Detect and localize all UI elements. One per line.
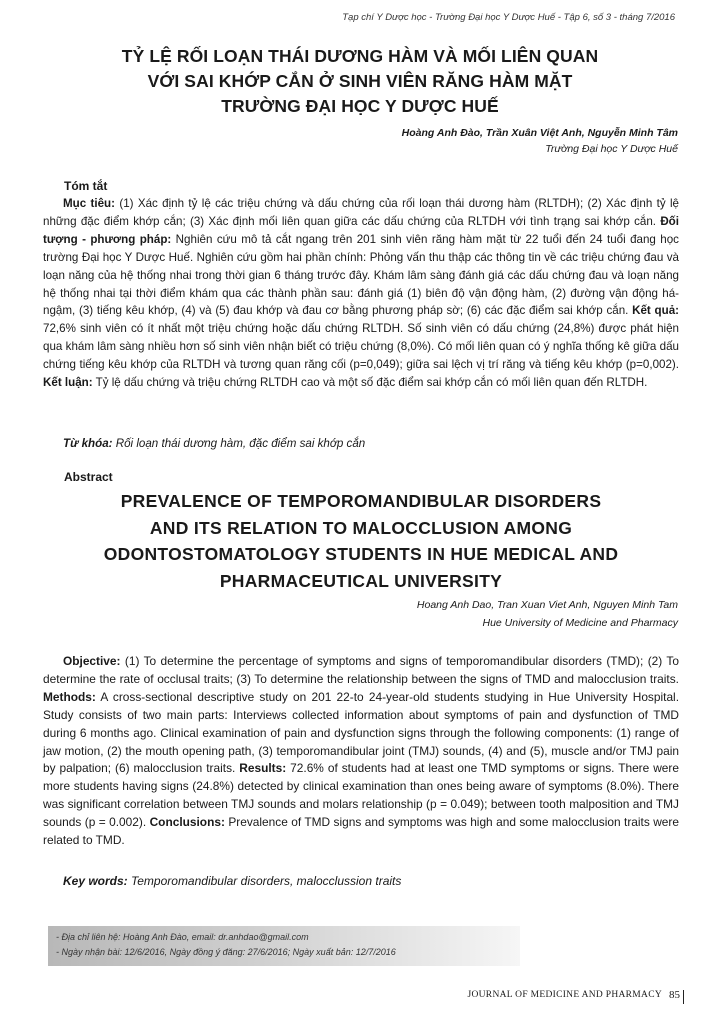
vn-methods-label: Đối tượng - phương pháp: (43, 214, 679, 246)
vn-keywords (63, 437, 365, 450)
vn-title (60, 44, 660, 119)
en-results-text: 72.6% of students had at least one TMD symptoms or signs. There were more students having signs (24.8%) detected by clinical examination than ones being aware of symptoms (8.0%). There was significant correlation between TMJ sounds and molars relationship (p = 0.049); between tooth malposition and TMJ sounds (p = 0.002). (43, 761, 679, 830)
en-results-label: Results: (239, 761, 287, 776)
vn-authors: Hoàng Anh Đào, Trần Xuân Việt Anh, Nguyễn Minh Tâm (401, 127, 678, 139)
en-title-line: AND ITS RELATION TO MALOCCLUSION AMONG (149, 517, 573, 538)
en-keywords-text: Temporomandibular disorders, malocclussion traits (127, 874, 402, 888)
en-conclusion-label: Conclusions: (149, 815, 225, 830)
running-header: Tạp chí Y Dược học - Trường Đại học Y Dược Huế - Tập 6, số 3 - tháng 7/2016 (342, 12, 675, 23)
abstract-heading: Abstract (64, 470, 113, 484)
en-title-line: ODONTOSTOMATOLOGY STUDENTS IN HUE MEDICAL AND (103, 544, 619, 564)
en-authors: Hoang Anh Dao, Tran Xuan Viet Anh, Nguyen Minh Tam (416, 599, 678, 611)
footnote-box (48, 926, 520, 966)
vn-title-line: VỚI SAI KHỚP CẮN Ở SINH VIÊN RĂNG HÀM MẶT (147, 71, 573, 91)
en-methods-text: A cross-sectional descriptive study on 201 22-to 24-year-old students studying in Hue University Hospital. Study consists of two main parts: Interviews collected information about symptoms of pain and dysfunction of TMD during 6 months ago. Clinical examination of pain and dysfunction signs through the following components: (1) range of jaw motion, (2) the mouth opening path, (3) temporomandibular joint (TMJ) sounds, (4) and (5), muscle and/or TMJ pain by palpation; (6) malocclusion traits. (43, 689, 679, 776)
vn-objective-label: Mục tiêu: (63, 197, 115, 210)
en-title-line: PHARMACEUTICAL UNIVERSITY (219, 570, 503, 591)
en-methods-label: Methods: (43, 689, 96, 704)
vn-affiliation: Trường Đại học Y Dược Huế (545, 143, 678, 155)
vn-results-text: 72,6% sinh viên có ít nhất một triệu chứng hoặc dấu chứng RLTDH. Số sinh viên có dấu chứng (24,8%) được phát hiện qua khám lâm sàng nhiều hơn số sinh viên nhận biết có triệu chứng (8,0%). Có mối liên quan có ý nghĩa thống kê giữa dấu chứng tiếng kêu khớp của RLTDH và tương quan răng cối (p=0,049); giữa sai lệch vị trí răng và tiếng kêu khớp (p=0,002). (43, 322, 679, 372)
footer-page-number: 85 (669, 989, 680, 1001)
en-objective-label: Objective: (63, 654, 121, 668)
vn-summary-body (43, 195, 679, 392)
en-affiliation: Hue University of Medicine and Pharmacy (482, 617, 678, 629)
en-conclusion-text: Prevalence of TMD signs and symptoms was high and some malocclusion traits were related to TMD. (43, 815, 679, 848)
vn-conclusion-text: Tỷ lệ dấu chứng và triệu chứng RLTDH cao và một số đặc điểm sai khớp cắn có mối liên quan đến RLTDH. (92, 376, 648, 390)
en-title (70, 488, 652, 594)
vn-keywords-label: Từ khóa: (63, 437, 113, 450)
vn-title-line: TỶ LỆ RỐI LOẠN THÁI DƯƠNG HÀM VÀ MỐI LIÊN QUAN (121, 46, 599, 66)
en-keywords (63, 874, 401, 888)
en-objective-text: (1) To determine the percentage of symptoms and signs of temporomandibular disorders (TMD); (2) To determine the rate of occlusal traits; (3) To determine the relationship between the signs of TMD and malocclusion traits. (43, 654, 679, 686)
en-abstract-body (43, 653, 679, 850)
vn-methods-text: Nghiên cứu mô tả cắt ngang trên 201 sinh viên răng hàm mặt từ 22 tuổi đến 24 tuổi đang học trường Đại học Y Dược Huế. Nghiên cứu gồm hai phần chính: Phỏng vấn thu thập các thông tin về các triệu chứng đau và loạn năng của hệ thống nhai trong thời gian 6 tháng trước đây. Khám lâm sàng đánh giá các dấu chứng đau và loạn năng hệ thống nhai tại thời điểm khám qua các thành phần sau: đánh giá (1) biên độ vận động hàm, (2) đường vận động há-ngậm, (3) tiếng kêu khớp, (4) và (5) đau khớp và đau cơ bằng phương pháp sờ; (6) các đặc điểm sai khớp cắn. (43, 232, 679, 318)
footer-journal-name: JOURNAL OF MEDICINE AND PHARMACY (467, 990, 662, 1000)
vn-title-line: TRƯỜNG ĐẠI HỌC Y DƯỢC HUẾ (221, 96, 499, 116)
footnote-contact: - Địa chỉ liên hệ: Hoàng Anh Đào, email: dr.anhdao@gmail.com (56, 932, 309, 942)
vn-keywords-text: Rối loạn thái dương hàm, đặc điểm sai khớp cắn (112, 437, 366, 450)
vn-summary-heading: Tóm tắt (64, 179, 108, 193)
vn-summary-paragraph (43, 195, 679, 392)
en-abstract-paragraph (43, 653, 679, 850)
vn-conclusion-label: Kết luận: (43, 376, 93, 390)
vn-results-label: Kết quả: (632, 304, 680, 318)
footer-divider (683, 990, 684, 1004)
en-title-line: PREVALENCE OF TEMPOROMANDIBULAR DISORDERS (120, 491, 602, 511)
vn-objective-text: (1) Xác định tỷ lệ các triệu chứng và dấu chứng của rối loạn thái dương hàm (RLTDH); (2) Xác định tỷ lệ những đặc điểm khớp cắn; (3) Xác định mối liên quan giữa các dấu chứng của RLTDH với tình trạng sai khớp cắn. (43, 197, 679, 228)
en-keywords-label: Key words: (63, 874, 128, 888)
footnote-dates: - Ngày nhận bài: 12/6/2016, Ngày đồng ý đăng: 27/6/2016; Ngày xuất bản: 12/7/2016 (56, 947, 396, 957)
